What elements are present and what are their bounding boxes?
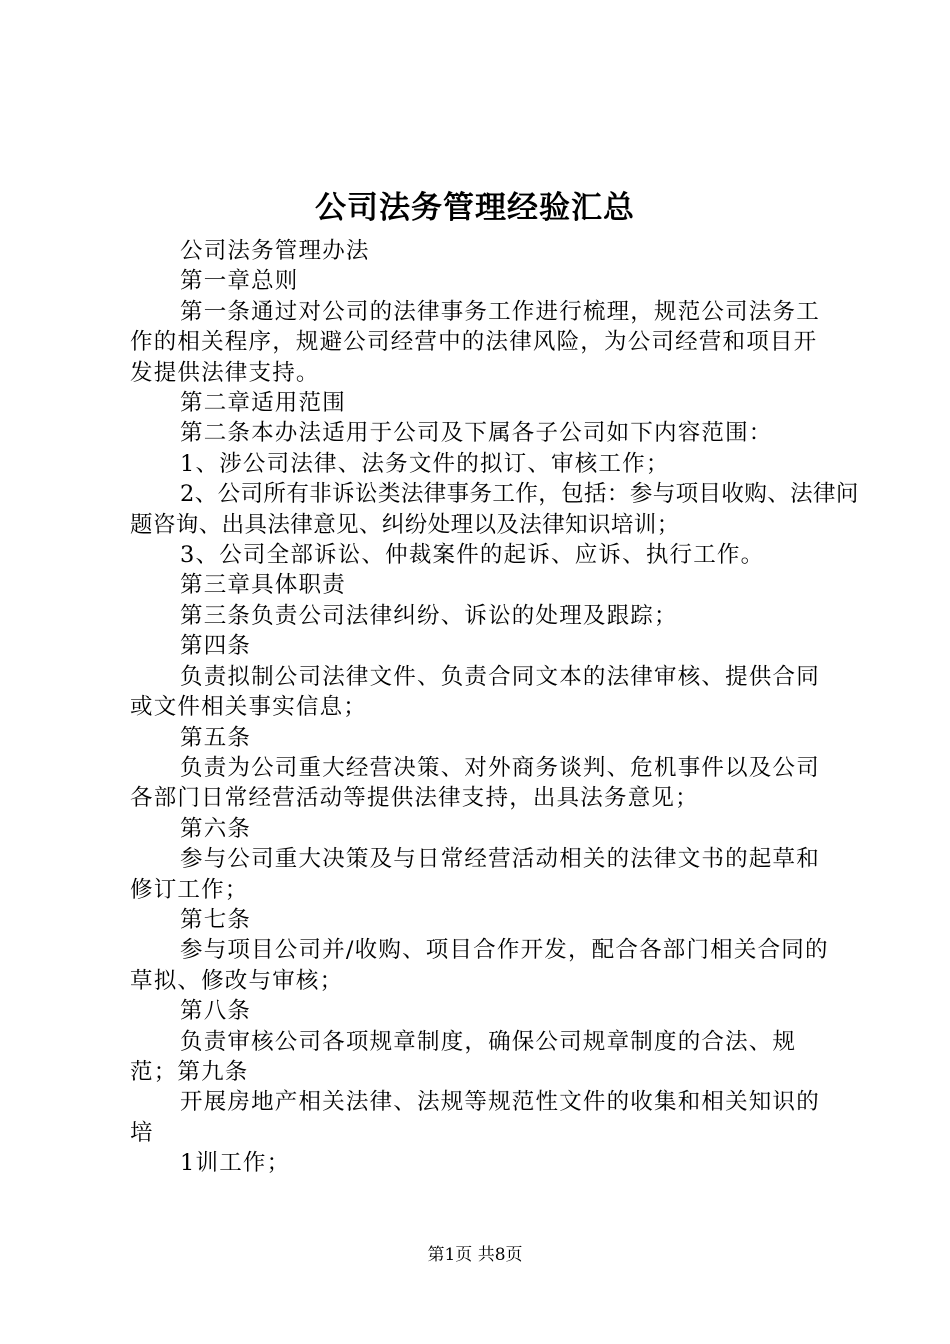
paragraph-9: 第三章具体职责 bbox=[180, 572, 346, 599]
paragraph-12: 负责拟制公司法律文件、负责合同文本的法律审核、提供合同或文件相关事实信息； bbox=[130, 663, 820, 721]
paragraph-3: 第一条通过对公司的法律事务工作进行梳理，规范公司法务工作的相关程序，规避公司经营中的法律风险，为公司经营和项目开发提供法律支持。 bbox=[130, 298, 820, 386]
paragraph-19: 第八条 bbox=[180, 998, 252, 1025]
paragraph-22: 1训工作； bbox=[180, 1150, 291, 1177]
paragraph-17: 第七条 bbox=[180, 906, 252, 933]
paragraph-16: 参与公司重大决策及与日常经营活动相关的法律文书的起草和修订工作； bbox=[130, 846, 820, 903]
paragraph-10: 第三条负责公司法律纠纷、诉讼的处理及跟踪； bbox=[180, 602, 678, 629]
document-body bbox=[130, 236, 859, 1179]
paragraph-21: 开展房地产相关法律、法规等规范性文件的收集和相关知识的培 bbox=[130, 1089, 820, 1146]
paragraph-5: 第二条本办法适用于公司及下属各子公司如下内容范围： bbox=[180, 420, 773, 447]
paragraph-13: 第五条 bbox=[180, 724, 252, 751]
paragraph-20: 负责审核公司各项规章制度，确保公司规章制度的合法、规范；第九条 bbox=[130, 1028, 797, 1085]
paragraph-2: 第一章总则 bbox=[180, 268, 299, 295]
paragraph-8: 3、公司全部诉讼、仲裁案件的起诉、应诉、执行工作。 bbox=[180, 542, 765, 569]
paragraph-1: 公司法务管理办法 bbox=[180, 238, 370, 264]
paragraph-11: 第四条 bbox=[180, 633, 252, 660]
paragraph-4: 第二章适用范围 bbox=[180, 390, 346, 417]
paragraph-15: 第六条 bbox=[180, 815, 252, 842]
paragraph-7: 2、公司所有非诉讼类法律事务工作，包括：参与项目收购、法律问题咨询、出具法律意见、纠纷处理以及法律知识培训； bbox=[130, 481, 859, 538]
paragraph-14: 负责为公司重大经营决策、对外商务谈判、危机事件以及公司各部门日常经营活动等提供法律支持，出具法务意见； bbox=[130, 754, 820, 812]
document-title: 公司法务管理经验汇总 bbox=[315, 190, 635, 226]
paragraph-18: 参与项目公司并/收购、项目合作开发，配合各部门相关合同的草拟、修改与审核； bbox=[130, 937, 829, 994]
paragraph-6: 1、涉公司法律、法务文件的拟订、审核工作； bbox=[180, 450, 670, 477]
page-footer: 第1页 共8页 bbox=[427, 1245, 523, 1265]
